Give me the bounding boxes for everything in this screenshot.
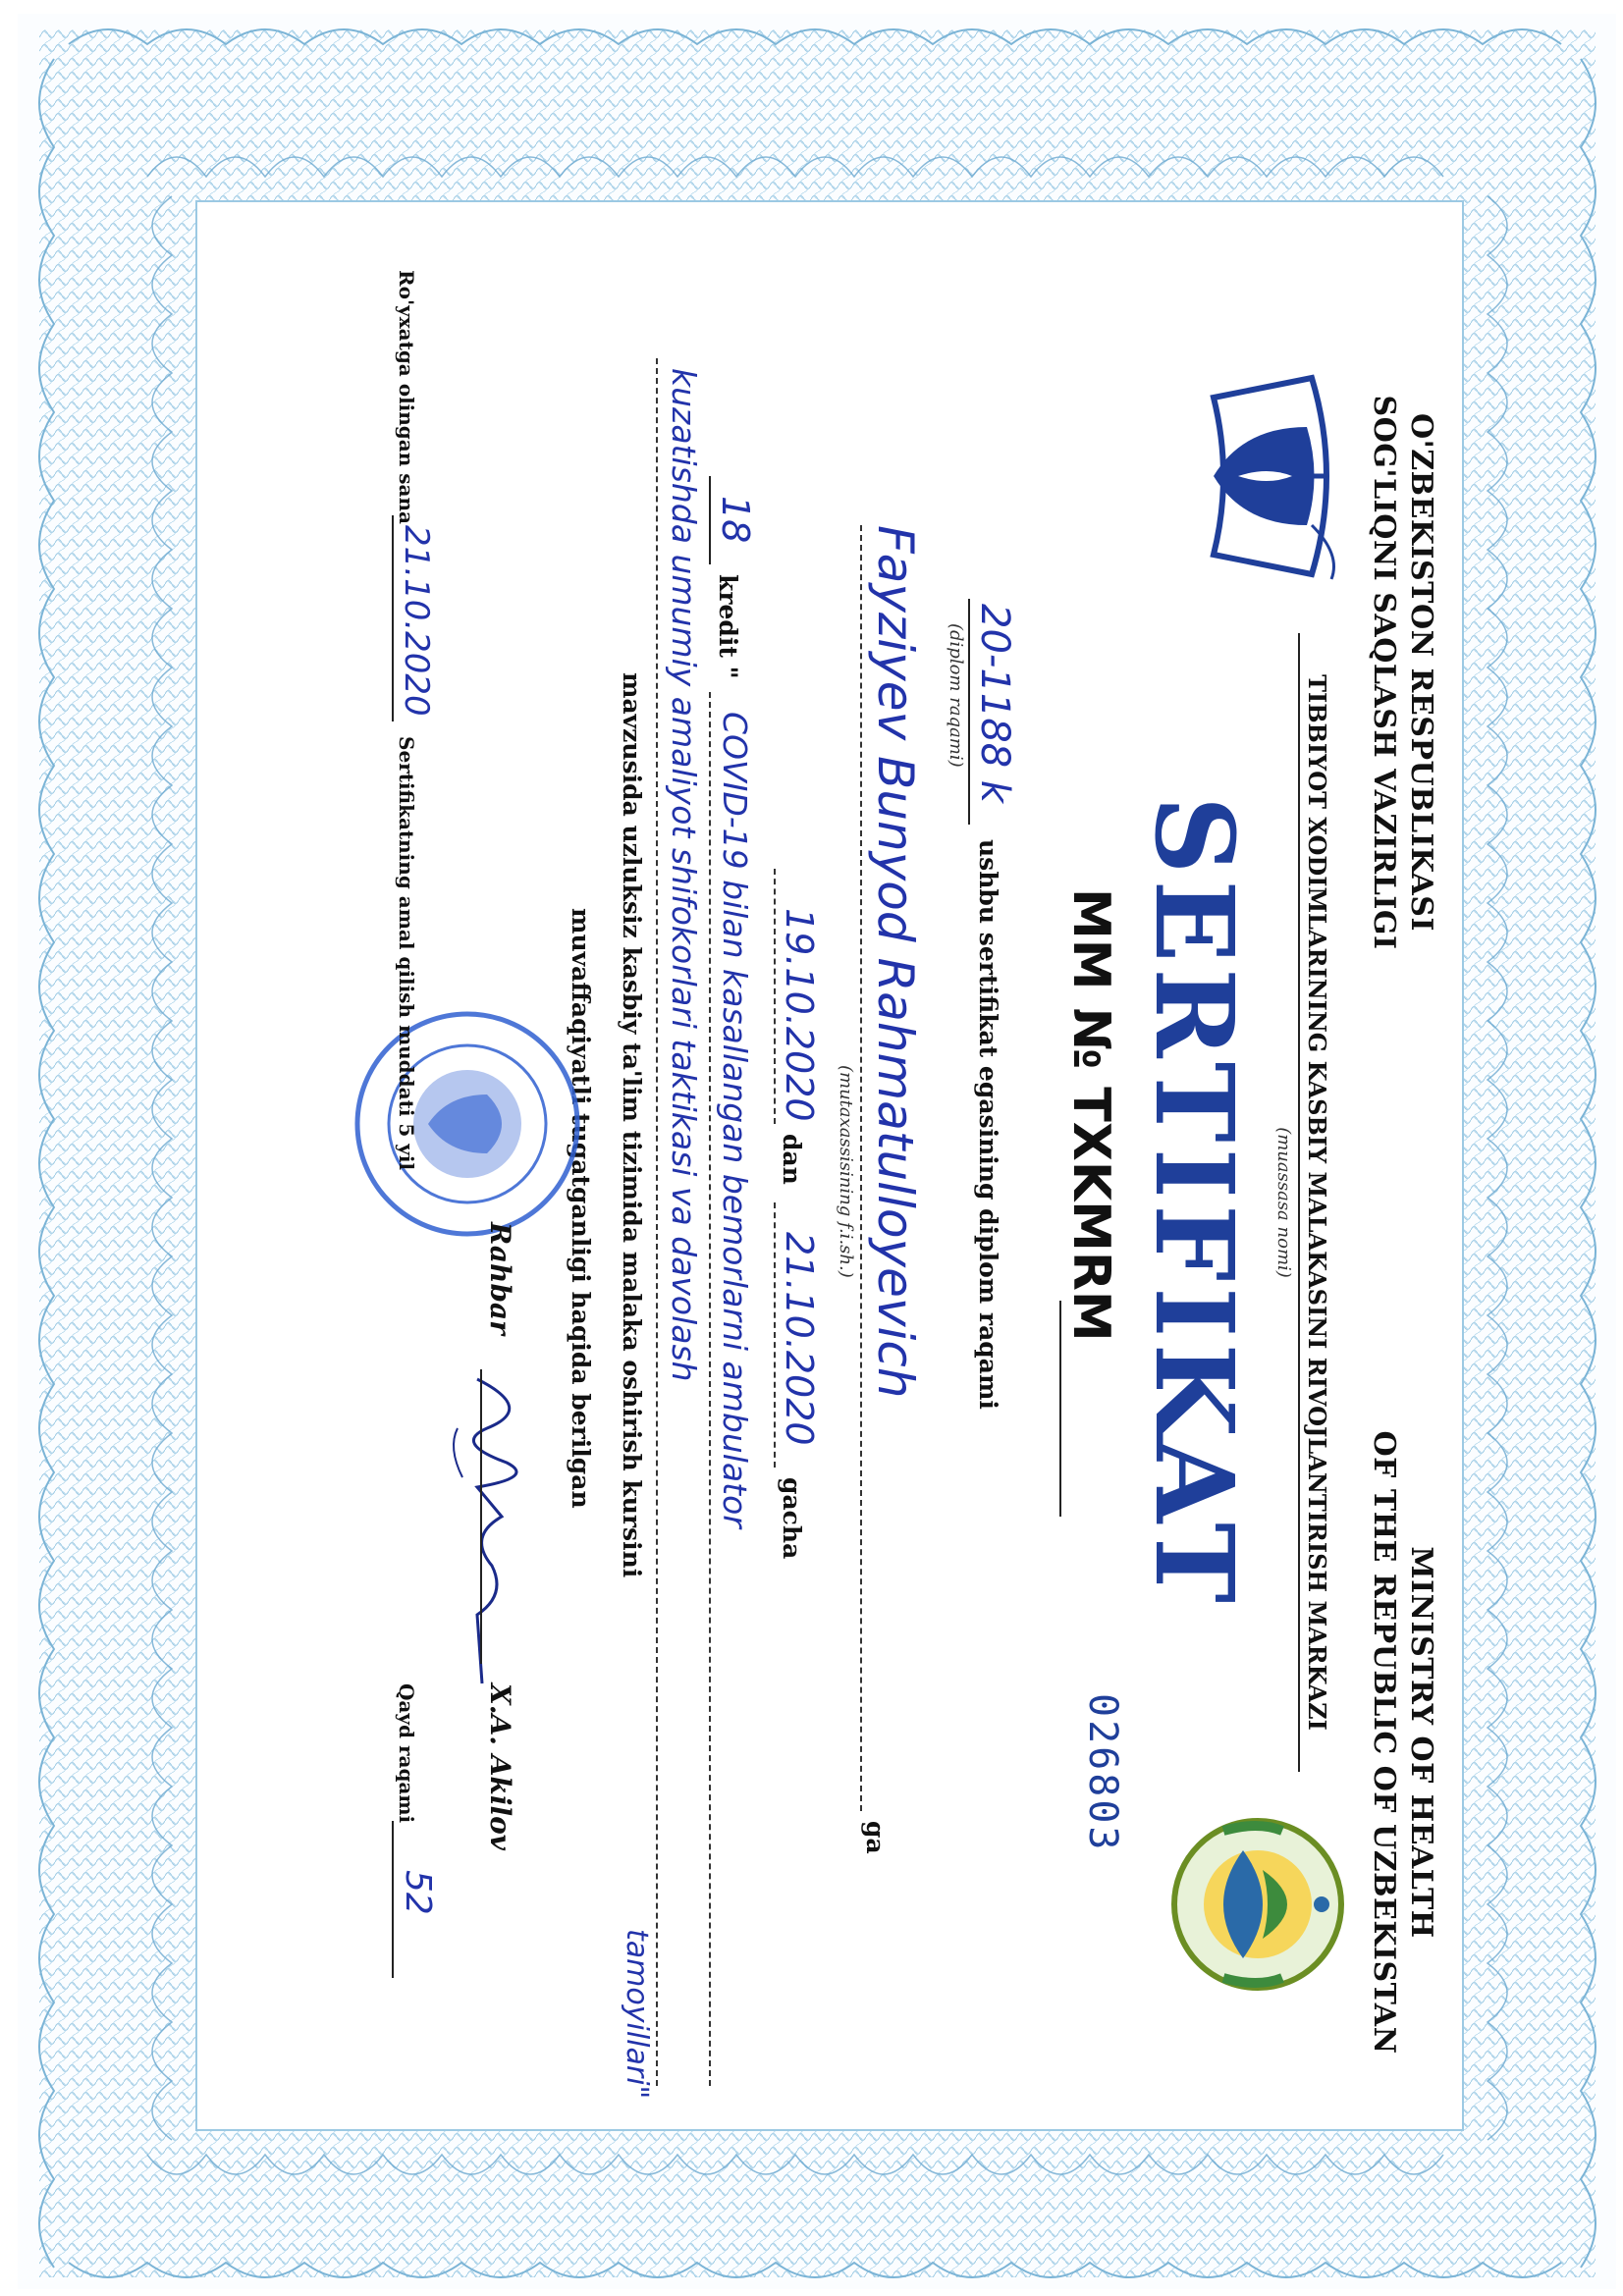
- holder-suffix: ga: [861, 1821, 890, 1854]
- series-underline: [1059, 1301, 1061, 1517]
- period-from: 19.10.2020: [778, 908, 821, 1122]
- period-to: 21.10.2020: [778, 1232, 821, 1446]
- institution-logo: [1184, 358, 1351, 594]
- credits-underline: [709, 476, 711, 564]
- state-emblem: [1164, 1811, 1351, 1998]
- holder-underline: [860, 525, 862, 1811]
- qayd-underline: [392, 1821, 394, 1978]
- registered-label: Ro'yxatga olingan sana: [395, 270, 418, 524]
- registered-date: 21.10.2020: [397, 525, 436, 717]
- diploma-caption: (diplom raqami): [946, 623, 966, 768]
- ministry-uz-line1: O'ZBEKISTON RESPUBLIKASI: [1404, 412, 1438, 933]
- period-to-underline: [774, 1202, 776, 1468]
- diploma-number: 20-1188 k: [972, 604, 1017, 804]
- period-from-suffix: dan: [778, 1134, 806, 1185]
- course-text-line2: muvaffaqiyatli tugatganligi haqida berilgan: [567, 908, 595, 1509]
- ministry-en-line1: MINISTRY OF HEALTH: [1404, 1546, 1438, 1939]
- handwritten-signature: [438, 1369, 546, 1693]
- topic-underline-2: [656, 358, 658, 2086]
- certificate-title: SERTIFIKAT: [1131, 796, 1258, 1609]
- diploma-label: ushbu sertifikat egasining diplom raqami: [974, 839, 1002, 1410]
- course-text-line1: mavzusida uzluksiz kasbiy ta'lim tizimida malaka oshirish kursini: [618, 672, 646, 1578]
- period-from-underline: [774, 869, 776, 1124]
- period-to-suffix: gacha: [778, 1477, 806, 1560]
- course-credits: 18: [714, 496, 757, 544]
- ministry-uz: [1365, 319, 1439, 1026]
- institution-underline: [1298, 633, 1300, 1772]
- institution-name: TIBBIYOT XODIMLARINING KASBIY MALAKASINI RIVOJLANTIRISH MARKAZI: [1303, 674, 1331, 1731]
- certificate-body: [192, 201, 1449, 2164]
- serial-number: 026803: [1080, 1693, 1125, 1853]
- qayd-label: Qayd raqami: [395, 1683, 418, 1824]
- signature-line: [480, 1369, 482, 1664]
- credit-label: kredit ": [714, 574, 742, 679]
- institution-caption: (muassasa nomi): [1273, 1127, 1294, 1278]
- signature-role: Rahbar: [484, 1222, 516, 1335]
- qayd-value: 52: [398, 1870, 438, 1915]
- registered-underline: [392, 515, 394, 721]
- course-topic-tail: tamoyillari": [620, 1929, 654, 2100]
- diploma-underline: [968, 599, 970, 825]
- ministry-uz-line2: SOG'LIQNI SAQLASH VAZIRLIGI: [1367, 395, 1401, 950]
- ministry-en-line2: OF THE REPUBLIC OF UZBEKISTAN: [1367, 1430, 1401, 2055]
- topic-underline-1: [709, 692, 711, 2086]
- ministry-en: [1365, 1389, 1439, 2096]
- signature-name: X.A. Akilov: [484, 1683, 516, 1851]
- holder-name: Fayziyev Bunyod Rahmatulloyevich: [867, 525, 924, 1399]
- validity-text: Sertifikatning amal qilish muddati 5 yil: [395, 736, 418, 1171]
- official-stamp: [350, 1006, 585, 1242]
- certificate-series: MM № TXKMRM: [1061, 888, 1120, 1342]
- course-topic-line2: kuzatishda umumiy amaliyot shifokorlari taktikasi va davolash: [665, 368, 703, 1382]
- course-topic-line1: COVID-19 bilan kasallangan bemorlarni ambulator: [716, 712, 754, 1528]
- holder-caption: (mutaxassisining f.i.sh.): [836, 1065, 856, 1278]
